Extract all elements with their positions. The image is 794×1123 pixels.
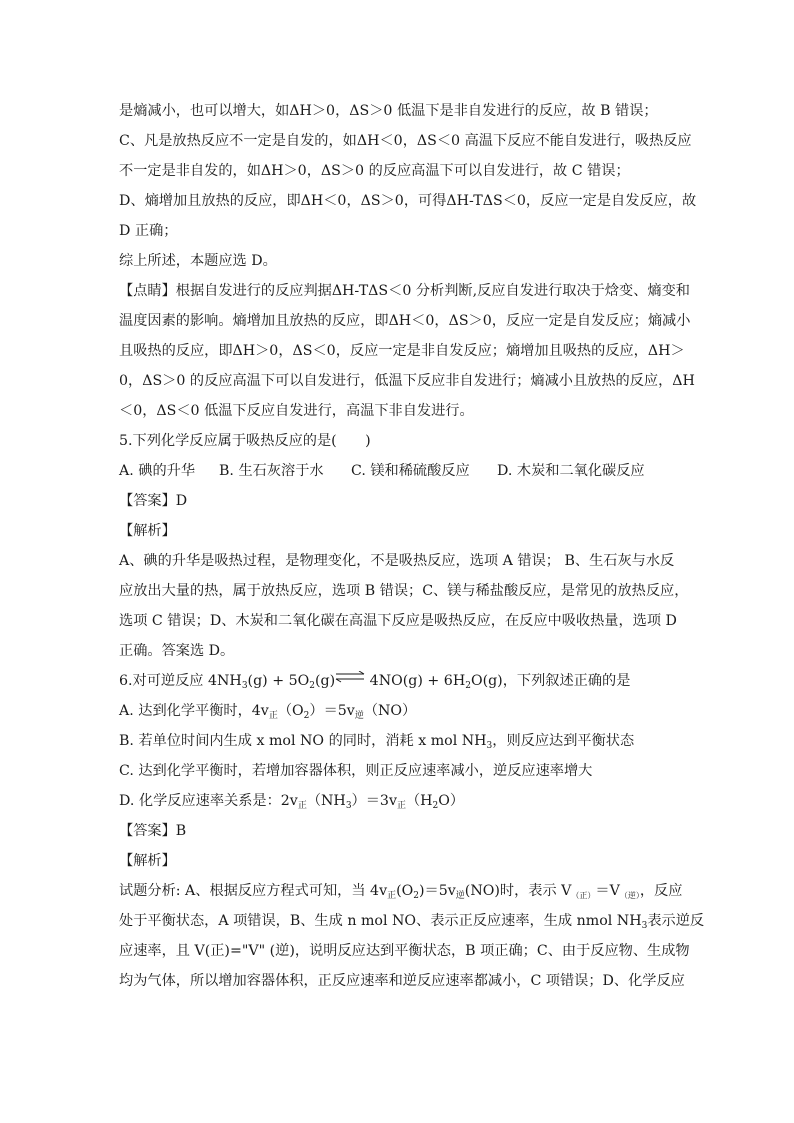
text-line: 且吸热的反应，即ΔH＞0，ΔS＜0，反应一定是非自发反应；熵增加且吸热的反应，ΔH＞ [119, 343, 685, 359]
question-6: 6.对可逆反应 $4NH_3(g) + 5O_2(g)$ $4NO(g) + 6H_2O(g)$，下列叙述正确的是 [119, 673, 631, 691]
analysis-line: 选项 C 错误；D、木炭和二氧化碳在高温下反应是吸热反应，在反应中吸收热量，选项 D [119, 613, 677, 629]
q5-options [119, 461, 679, 481]
analysis-line: 正确。答案选 D。 [119, 643, 235, 659]
q6-option-a: A. 达到化学平衡时，$4v_正(O_2)=5v_逆(NO)$ [119, 703, 417, 721]
analysis-line: 试题分析: A、根据反应方程式可知，当 $4v_正(O_2)=5v_逆(NO)$时，表示 $V_{(正)}=V_{(逆)}$，反应 [119, 883, 683, 901]
text-line: ＜0，ΔS＜0 低温下反应自发进行，高温下非自发进行。 [119, 403, 474, 419]
text-line: D、熵增加且放热的反应，即ΔH＜0，ΔS＞0，可得ΔH-TΔS＜0，反应一定是自发反应，故 [119, 193, 697, 209]
question-5: 5.下列化学反应属于吸热反应的是( ) [119, 433, 371, 449]
text-line: 是熵减小，也可以增大，如ΔH＞0，ΔS＞0 低温下是非自发进行的反应，故 B 错误； [119, 103, 658, 119]
text-line: C、凡是放热反应不一定是自发的，如ΔH＜0，ΔS＜0 高温下反应不能自发进行，吸热反应 [119, 133, 692, 149]
q5-option-b: B. 生石灰溶于水 [219, 463, 324, 479]
q5-analysis-title: 【解析】 [119, 523, 176, 539]
text-line: 温度因素的影响。熵增加且放热的反应，即ΔH＜0，ΔS＞0，反应一定是自发反应；熵减小 [119, 313, 691, 329]
tip-line: 【点睛】根据自发进行的反应判据ΔH-TΔS＜0 分析判断,反应自发进行取决于焓变、熵变和 [119, 283, 690, 299]
q6-option-d: D. 化学反应速率关系是：$2v_正(NH_3)=3v_正(H_2O)$ [119, 793, 465, 811]
analysis-line: 应放出大量的热，属于放热反应，选项 B 错误；C、镁与稀盐酸反应，是常见的放热反应， [119, 583, 689, 599]
q6-analysis-title: 【解析】 [119, 853, 176, 869]
text-line: 0，ΔS＞0 的反应高温下可以自发进行，低温下反应非自发进行；熵减小且放热的反应，ΔH [119, 373, 695, 389]
equilibrium-arrow-icon [335, 673, 365, 683]
q5-option-a: A. 碘的升华 [119, 463, 196, 479]
analysis-line: 均为气体，所以增加容器体积，正反应速率和逆反应速率都减小，C 项错误；D、化学反应 [119, 973, 685, 989]
analysis-line: 应速率，且 V(正)="V" (逆)，说明反应达到平衡状态，B 项正确；C、由于反应物、生成物 [119, 943, 690, 959]
q6-option-c: C. 达到化学平衡时，若增加容器体积，则正反应速率减小，逆反应速率增大 [119, 763, 593, 779]
q6-answer: 【答案】B [119, 823, 187, 839]
q5-option-c: C. 镁和稀硫酸反应 [351, 463, 470, 479]
text-line: D 正确； [119, 223, 178, 239]
q5-answer: 【答案】D [119, 493, 188, 509]
analysis-line: 处于平衡状态，A 项错误，B、生成 n mol NO、表示正反应速率，生成 nmol $NH_3$表示逆反 [119, 913, 705, 931]
q5-option-d: D. 木炭和二氧化碳反应 [497, 463, 645, 479]
text-line: 综上所述，本题应选 D。 [119, 253, 277, 269]
analysis-line: A、碘的升华是吸热过程，是物理变化，不是吸热反应，选项 A 错误； B、生石灰与水反 [119, 553, 675, 569]
q6-option-b: B. 若单位时间内生成 x mol NO 的同时，消耗 x mol $NH_3$，则反应达到平衡状态 [119, 733, 635, 751]
text-line: 不一定是非自发的，如ΔH＞0，ΔS＞0 的反应高温下可以自发进行，故 C 错误； [119, 163, 630, 179]
